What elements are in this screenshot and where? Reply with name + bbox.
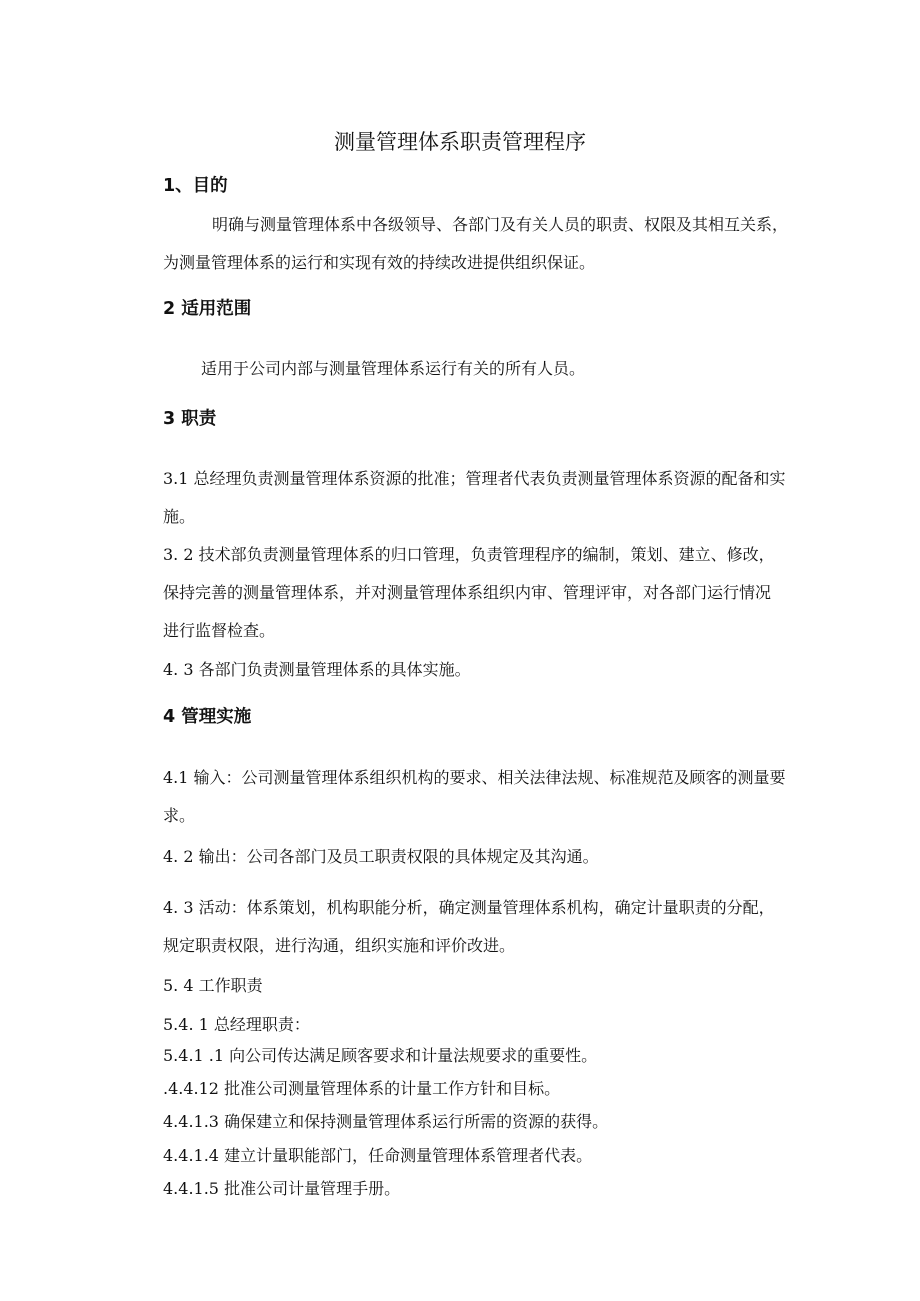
- section-heading-purpose: 1、目的: [163, 176, 228, 196]
- paragraph-line: 4. 3 活动：体系策划，机构职能分析，确定测量管理体系机构，确定计量职责的分配，: [163, 898, 775, 917]
- document-title: 测量管理体系职责管理程序: [334, 130, 586, 154]
- paragraph-line: 明确与测量管理体系中各级领导、各部门及有关人员的职责、权限及其相互关系，: [212, 215, 789, 234]
- paragraph-line: 5.4. 1 总经理职责：: [163, 1015, 310, 1034]
- paragraph-line: 4. 3 各部门负责测量管理体系的具体实施。: [163, 660, 471, 679]
- section-heading-scope: 2 适用范围: [163, 299, 252, 319]
- paragraph-line: 4. 2 输出：公司各部门及员工职责权限的具体规定及其沟通。: [163, 847, 599, 866]
- paragraph-line: 4.4.1.4 建立计量职能部门，任命测量管理体系管理者代表。: [163, 1146, 593, 1165]
- paragraph-line: 求。: [163, 806, 196, 825]
- paragraph-line: 5.4.1 .1 向公司传达满足顾客要求和计量法规要求的重要性。: [163, 1046, 598, 1065]
- paragraph-line: 5. 4 工作职责: [163, 976, 263, 995]
- paragraph-line: 进行监督检查。: [163, 621, 276, 640]
- paragraph-line: 3.1 总经理负责测量管理体系资源的批准；管理者代表负责测量管理体系资源的配备和实: [163, 469, 786, 488]
- paragraph-line: 3. 2 技术部负责测量管理体系的归口管理，负责管理程序的编制，策划、建立、修改，: [163, 545, 775, 564]
- paragraph-line: 适用于公司内部与测量管理体系运行有关的所有人员。: [201, 359, 586, 378]
- paragraph-line: 4.4.1.5 批准公司计量管理手册。: [163, 1179, 401, 1198]
- paragraph-line: 保持完善的测量管理体系，并对测量管理体系组织内审、管理评审，对各部门运行情况: [163, 583, 772, 602]
- section-heading-responsibilities: 3 职责: [163, 409, 217, 429]
- paragraph-line: 为测量管理体系的运行和实现有效的持续改进提供组织保证。: [163, 253, 596, 272]
- section-heading-implementation: 4 管理实施: [163, 707, 252, 727]
- paragraph-line: 4.4.1.3 确保建立和保持测量管理体系运行所需的资源的获得。: [163, 1112, 609, 1131]
- paragraph-line: 4.1 输入：公司测量管理体系组织机构的要求、相关法律法规、标准规范及顾客的测量要: [163, 768, 786, 787]
- paragraph-line: 施。: [163, 507, 196, 526]
- paragraph-line: .4.4.12 批准公司测量管理体系的计量工作方针和目标。: [163, 1079, 561, 1098]
- paragraph-line: 规定职责权限，进行沟通，组织实施和评价改进。: [163, 936, 516, 955]
